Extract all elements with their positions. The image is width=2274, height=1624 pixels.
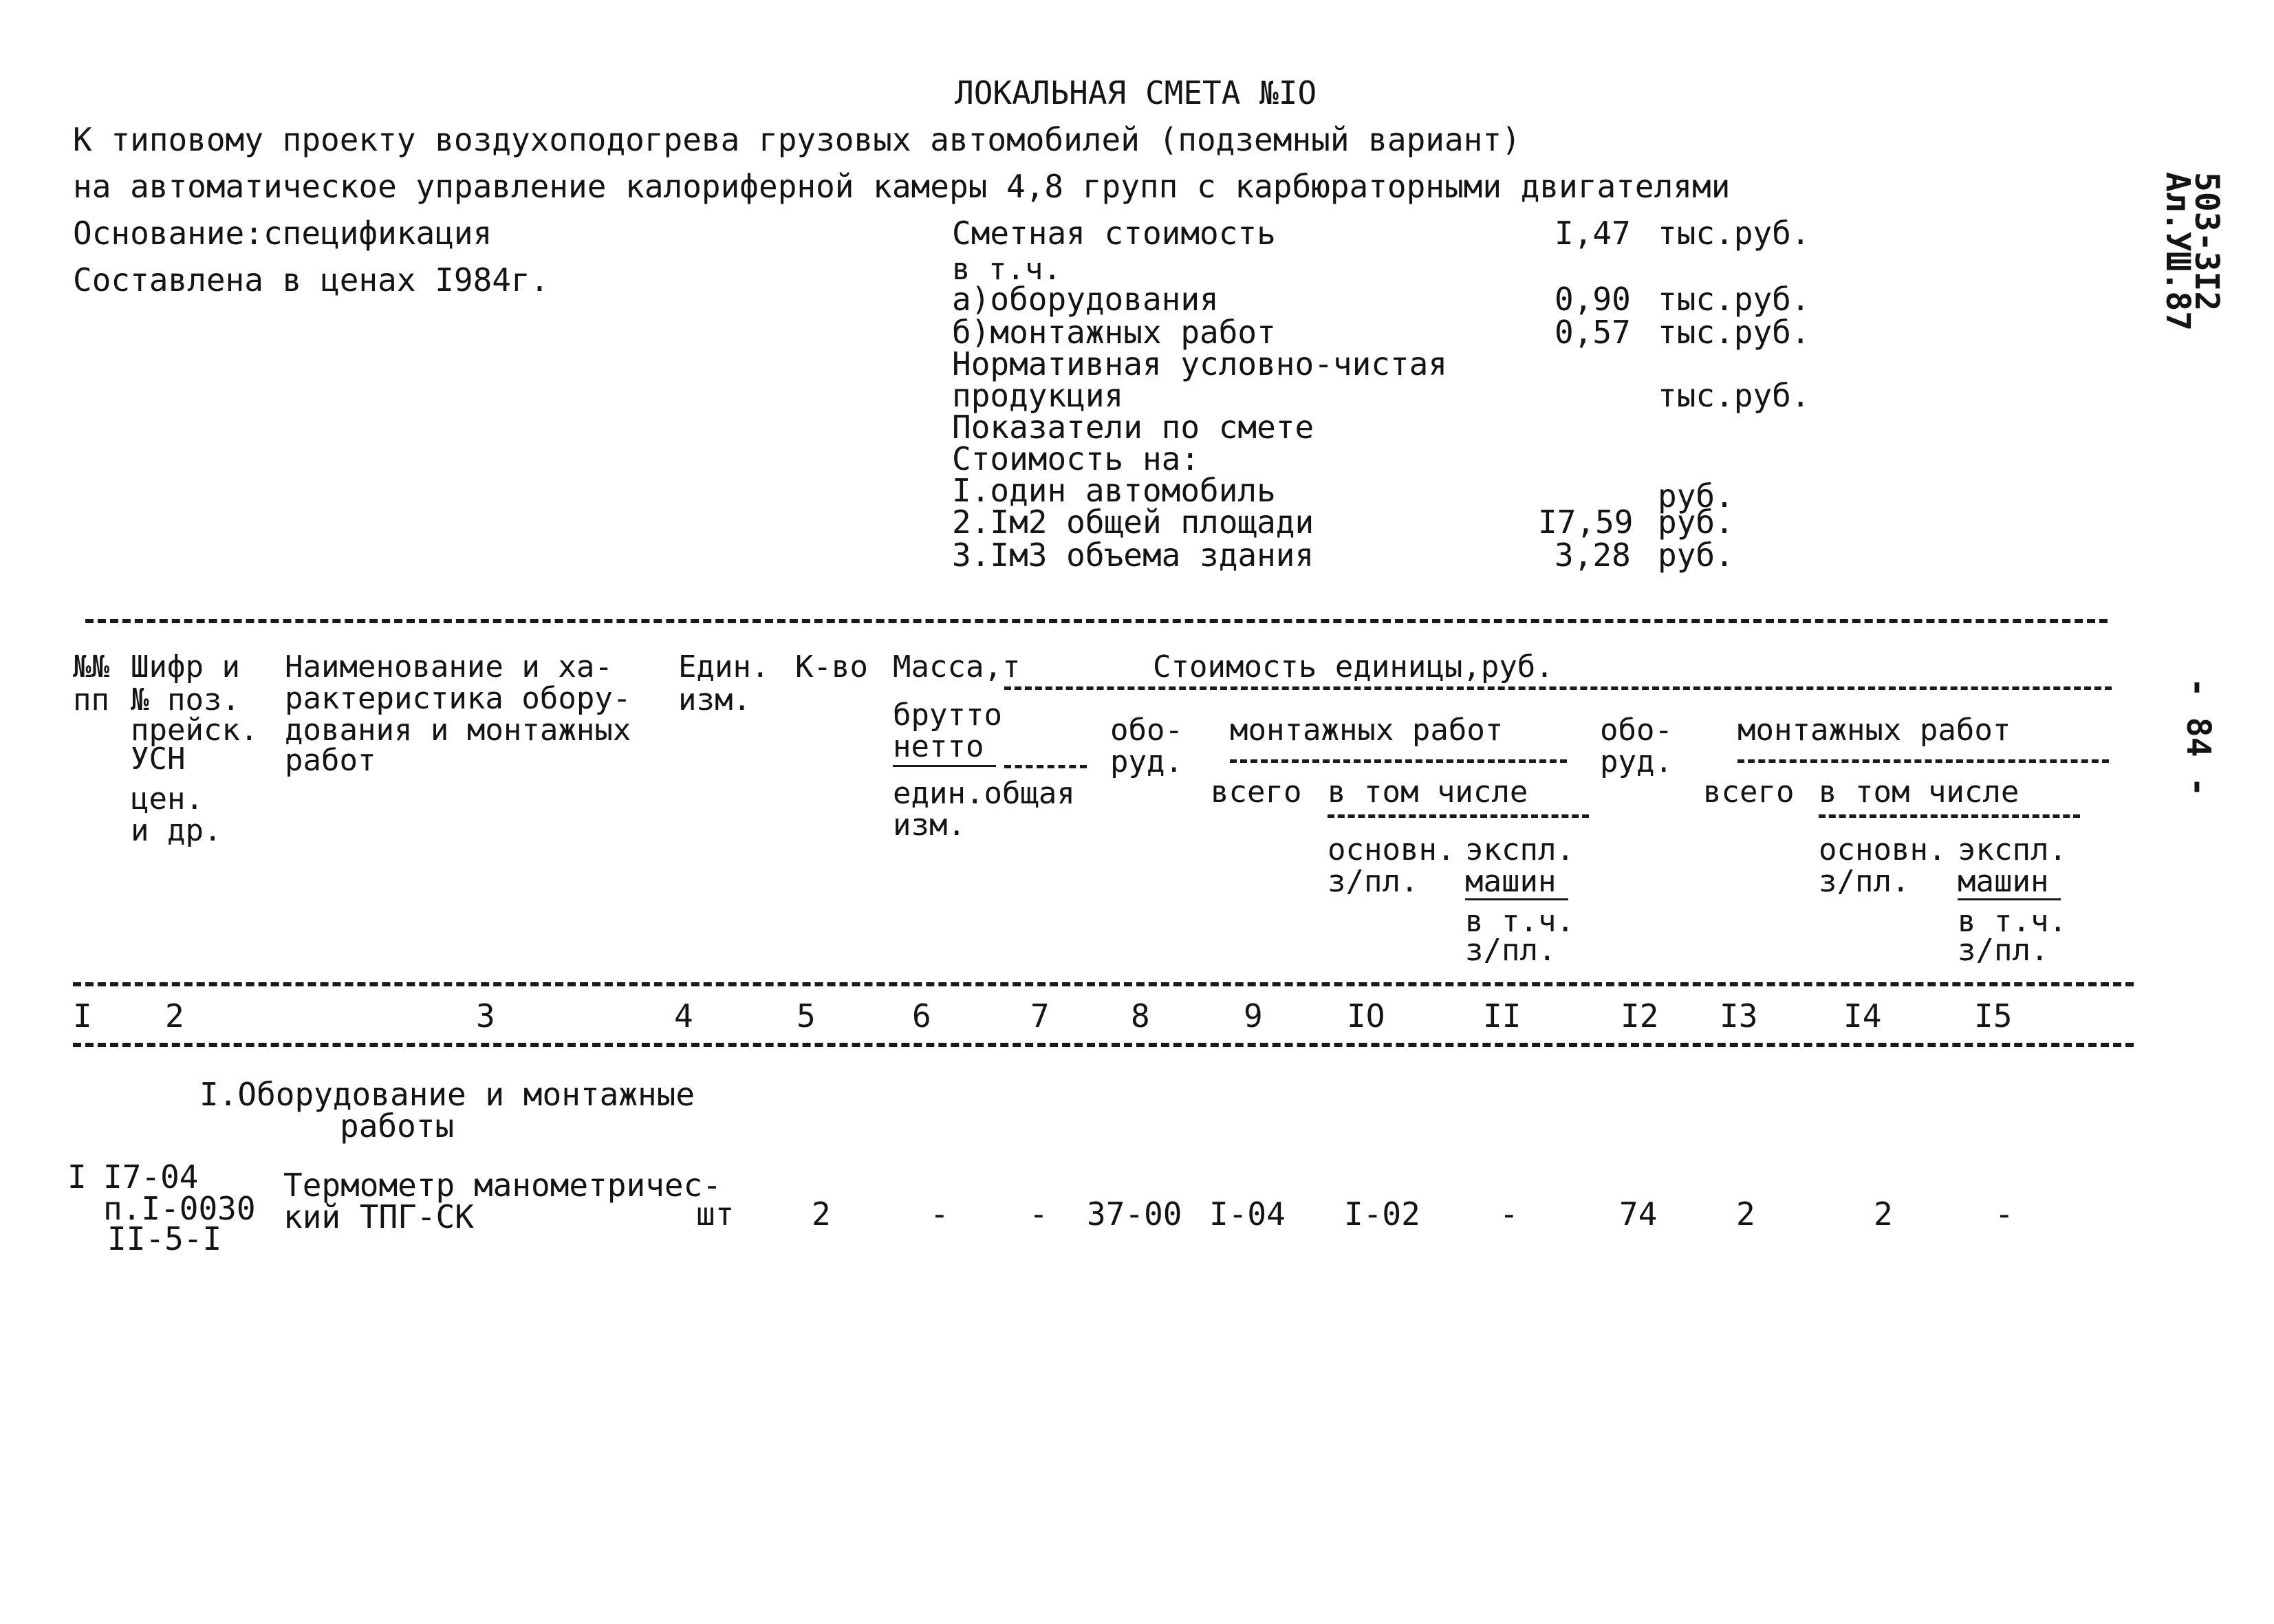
col3-header-1: Наименование и ха- bbox=[285, 649, 613, 684]
prices-text: Составлена в ценах I984г. bbox=[73, 261, 550, 299]
colnum-7: 7 bbox=[1030, 997, 1050, 1035]
col2-header-6: и др. bbox=[131, 813, 222, 848]
colnum-2: 2 bbox=[165, 997, 184, 1035]
incl-rule bbox=[1328, 814, 1589, 818]
col3-header-2: рактеристика обору- bbox=[285, 681, 631, 716]
row-c8: 37-00 bbox=[1087, 1195, 1182, 1233]
colnum-1: I bbox=[73, 997, 92, 1035]
netto-header: нетто bbox=[893, 729, 984, 764]
row-qty: 2 bbox=[812, 1195, 831, 1233]
row-code-3: II-5-I bbox=[107, 1220, 222, 1257]
col3-header-4: работ bbox=[285, 743, 376, 778]
colnum-4: 4 bbox=[674, 997, 693, 1035]
machines2-underline bbox=[1958, 898, 2061, 900]
basic-header-2: з/пл. bbox=[1328, 864, 1419, 899]
col4-header-2: изм. bbox=[678, 682, 751, 717]
unit-total-header-1: един.общая bbox=[893, 776, 1075, 811]
colnum-bottom-rule bbox=[73, 1043, 2134, 1047]
row-c7: - bbox=[1029, 1195, 1048, 1233]
cost-value: I,47 bbox=[1555, 215, 1631, 252]
incl2-header: в том числе bbox=[1819, 775, 2019, 810]
mass-header: Масса,т bbox=[893, 649, 1021, 684]
basis-text: Основание:спецификация bbox=[73, 215, 492, 252]
col4-header-1: Един. bbox=[678, 649, 770, 684]
unit-cost-rule bbox=[1004, 686, 2112, 690]
equip-value: 0,90 bbox=[1555, 281, 1631, 318]
colnum-6: 6 bbox=[912, 997, 931, 1035]
incl-header: в том числе bbox=[1328, 775, 1528, 810]
row-c11: - bbox=[1499, 1195, 1519, 1233]
basic2-header-2: з/пл. bbox=[1819, 864, 1910, 899]
total2-header: всего bbox=[1703, 775, 1795, 810]
basic-header-1: основн. bbox=[1328, 832, 1455, 867]
per-car-unit: руб. bbox=[1658, 477, 1734, 515]
norm-unit: тыс.руб. bbox=[1658, 377, 1810, 414]
mass-rule bbox=[1004, 765, 1087, 768]
row-code-2: п.I-0030 bbox=[103, 1190, 256, 1227]
col2-header-5: цен. bbox=[131, 781, 204, 816]
equip2-header-1: обо- bbox=[1600, 713, 1673, 748]
header-line-2: на автоматическое управление калориферной камеры 4,8 групп с карбюраторными двигателями bbox=[73, 168, 1731, 205]
per-m3-label: 3.Iм3 объема здания bbox=[952, 537, 1314, 574]
cost-unit: тыс.руб. bbox=[1658, 215, 1810, 252]
col2-header-3: прейск. bbox=[131, 713, 259, 748]
equip-header-1: обо- bbox=[1110, 713, 1183, 748]
per-m2-unit: руб. bbox=[1658, 504, 1734, 541]
unit-total-header-2: изм. bbox=[893, 808, 966, 843]
per-m3-value: 3,28 bbox=[1555, 537, 1631, 574]
incl-wage2-header-2: з/пл. bbox=[1958, 933, 2049, 968]
col2-header-1: Шифр и bbox=[131, 649, 240, 684]
row-name-1: Термометр манометричес- bbox=[283, 1167, 722, 1204]
unit-cost-header: Стоимость единицы,руб. bbox=[1153, 649, 1554, 684]
incl2-rule bbox=[1819, 814, 2080, 818]
machines-header: машин bbox=[1465, 864, 1557, 899]
equip-label: а)оборудования bbox=[952, 281, 1219, 318]
per-car-label: I.один автомобиль bbox=[952, 472, 1276, 509]
row-c6: - bbox=[930, 1195, 949, 1233]
row-c9: I-04 bbox=[1209, 1195, 1286, 1233]
cost-label: Сметная стоимость bbox=[952, 215, 1276, 252]
exploit2-header: экспл. bbox=[1958, 832, 2067, 867]
col2-header-4: УСН bbox=[131, 741, 186, 777]
exploit-header: экспл. bbox=[1465, 832, 1574, 867]
col1-header: №№ bbox=[73, 649, 109, 684]
per-m2-label: 2.Iм2 общей площади bbox=[952, 504, 1314, 541]
row-c10: I-02 bbox=[1344, 1195, 1420, 1233]
col2-header-2: № поз. bbox=[131, 682, 240, 717]
mount-value: 0,57 bbox=[1555, 314, 1631, 351]
colnum-8: 8 bbox=[1131, 997, 1150, 1035]
row-c15: - bbox=[1995, 1195, 2014, 1233]
colnum-5: 5 bbox=[797, 997, 816, 1035]
basic2-header-1: основн. bbox=[1819, 832, 1947, 867]
colnum-14: I4 bbox=[1843, 997, 1882, 1035]
colnum-15: I5 bbox=[1974, 997, 2013, 1035]
col3-header-3: дования и монтажных bbox=[285, 713, 631, 748]
colnum-9: 9 bbox=[1244, 997, 1263, 1035]
colnum-10: IO bbox=[1347, 997, 1385, 1035]
row-number: I bbox=[67, 1158, 87, 1195]
total-header: всего bbox=[1211, 775, 1302, 810]
table-top-rule bbox=[85, 619, 2108, 623]
mount-rule bbox=[1230, 759, 1567, 763]
brutto-header: брутто bbox=[893, 697, 1002, 733]
norm-label-1: Нормативная условно-чистая bbox=[952, 345, 1448, 382]
row-c13: 2 bbox=[1736, 1195, 1755, 1233]
incl-wage-header-2: з/пл. bbox=[1465, 933, 1557, 968]
document-title: ЛОКАЛЬНАЯ СМЕТА №IO bbox=[955, 74, 1317, 111]
colnum-13: I3 bbox=[1720, 997, 1758, 1035]
project-code: 503-3I2 bbox=[2187, 172, 2226, 312]
mount2-rule bbox=[1737, 759, 2109, 763]
row-unit: шт bbox=[696, 1195, 735, 1233]
col5-header: К-во bbox=[795, 649, 868, 684]
row-code-1: I7-04 bbox=[103, 1158, 199, 1195]
norm-label-2: продукция bbox=[952, 377, 1124, 414]
colnum-top-rule bbox=[73, 982, 2134, 986]
row-c14: 2 bbox=[1874, 1195, 1893, 1233]
page-number: - 84 - bbox=[2179, 678, 2218, 797]
section-title-1: I.Оборудование и монтажные bbox=[199, 1076, 695, 1113]
colnum-11: II bbox=[1483, 997, 1522, 1035]
netto-underline bbox=[893, 765, 996, 767]
equip-unit: тыс.руб. bbox=[1658, 281, 1810, 318]
per-m3-unit: руб. bbox=[1658, 537, 1734, 574]
album-number: Ал.УШ.87 bbox=[2158, 172, 2197, 332]
machines2-header: машин bbox=[1958, 864, 2049, 899]
header-line-1: К типовому проекту воздухоподогрева грузовых автомобилей (подземный вариант) bbox=[73, 121, 1521, 158]
colnum-3: 3 bbox=[476, 997, 495, 1035]
equip2-header-2: руд. bbox=[1600, 744, 1673, 779]
mount-unit: тыс.руб. bbox=[1658, 314, 1810, 351]
row-c12: 74 bbox=[1619, 1195, 1658, 1233]
cost-per-label: Стоимость на: bbox=[952, 440, 1200, 477]
per-m2-value: I7,59 bbox=[1538, 504, 1634, 541]
colnum-12: I2 bbox=[1621, 997, 1659, 1035]
machines-underline bbox=[1465, 898, 1568, 900]
mount-header: монтажных работ bbox=[1230, 713, 1504, 748]
mount2-header: монтажных работ bbox=[1737, 713, 2011, 748]
incl-label: в т.ч. bbox=[952, 252, 1061, 287]
row-name-2: кий ТПГ-СК bbox=[283, 1198, 474, 1235]
mount-label: б)монтажных работ bbox=[952, 314, 1276, 351]
equip-header-2: руд. bbox=[1110, 744, 1183, 779]
incl-wage2-header-1: в т.ч. bbox=[1958, 904, 2067, 939]
incl-wage-header-1: в т.ч. bbox=[1465, 904, 1574, 939]
col1-header-2: пп bbox=[73, 682, 109, 717]
section-title-2: работы bbox=[340, 1107, 455, 1145]
indicators-label: Показатели по смете bbox=[952, 409, 1314, 446]
